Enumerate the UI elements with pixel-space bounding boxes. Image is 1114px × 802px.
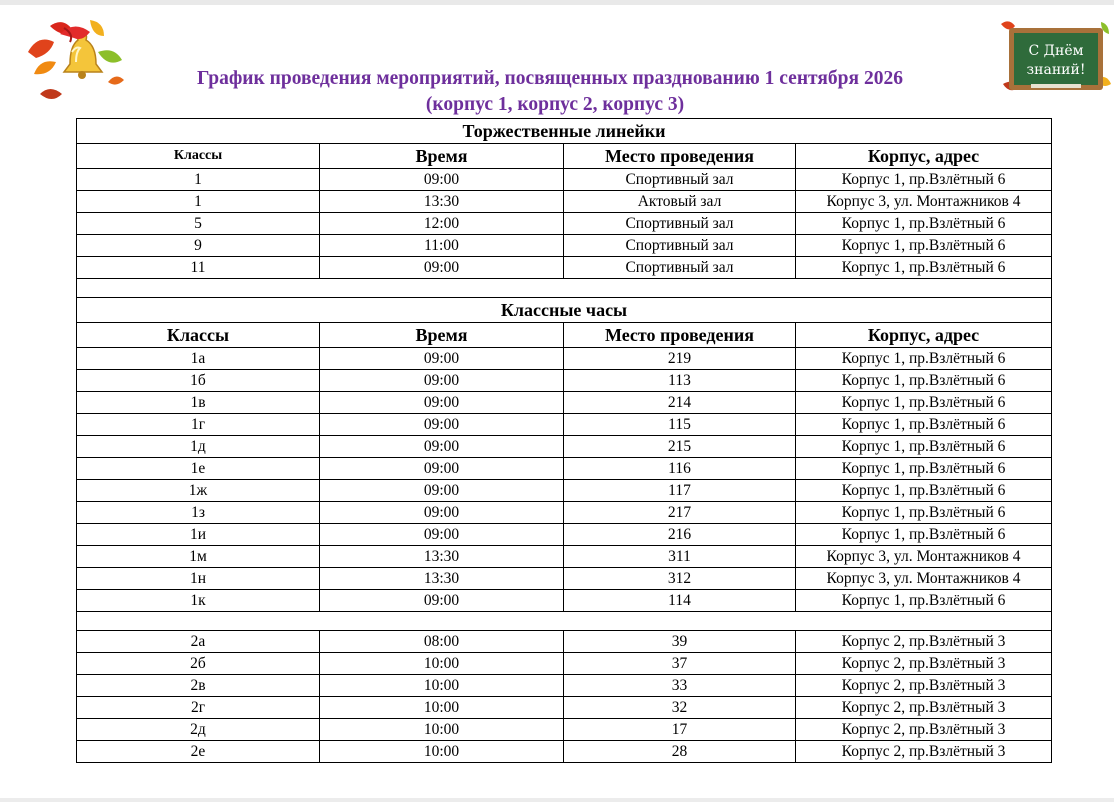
place-cell: 37 [564,653,796,675]
class-cell: 1и [77,524,320,546]
time-cell: 09:00 [320,414,564,436]
class-cell: 1д [77,436,320,458]
time-cell: 09:00 [320,524,564,546]
table-row [77,631,1052,653]
class-cell: 9 [77,235,320,257]
table-row [77,436,1052,458]
header-classes: Классы [77,144,320,169]
address-cell: Корпус 2, пр.Взлётный 3 [796,719,1052,741]
class-cell: 1з [77,502,320,524]
svg-text:знаний!: знаний! [1026,62,1086,78]
time-cell: 10:00 [320,719,564,741]
class-cell: 1б [77,370,320,392]
time-cell: 10:00 [320,653,564,675]
class-cell: 2д [77,719,320,741]
section-title-assembly: Торжественные линейки [77,119,1052,144]
chalkboard-badge-icon [1001,18,1111,100]
class-cell: 11 [77,257,320,279]
time-cell: 10:00 [320,675,564,697]
svg-text:С Днём: С Днём [1028,43,1084,59]
address-cell: Корпус 1, пр.Взлётный 6 [796,235,1052,257]
class-cell: 1ж [77,480,320,502]
table-row [77,719,1052,741]
place-cell: Спортивный зал [564,169,796,191]
place-cell: 28 [564,741,796,763]
class-cell: 1а [77,348,320,370]
time-cell: 09:00 [320,370,564,392]
class-cell: 1г [77,414,320,436]
class-cell: 1 [77,191,320,213]
schedule-table [76,118,1052,763]
place-cell: Спортивный зал [564,257,796,279]
table-row [77,590,1052,612]
bottom-edge [0,798,1114,802]
address-cell: Корпус 1, пр.Взлётный 6 [796,348,1052,370]
time-cell: 09:00 [320,502,564,524]
time-cell: 09:00 [320,169,564,191]
table-row [77,480,1052,502]
time-cell: 10:00 [320,741,564,763]
address-cell: Корпус 1, пр.Взлётный 6 [796,392,1052,414]
schedule-table-body [77,119,1052,763]
time-cell: 08:00 [320,631,564,653]
address-cell: Корпус 1, пр.Взлётный 6 [796,414,1052,436]
place-cell: Актовый зал [564,191,796,213]
header-time: Время [320,323,564,348]
table-row [77,675,1052,697]
table-row [77,235,1052,257]
place-cell: 214 [564,392,796,414]
address-cell: Корпус 3, ул. Монтажников 4 [796,568,1052,590]
table-row [77,458,1052,480]
spacer-row [77,279,1052,298]
place-cell: 115 [564,414,796,436]
table-row [77,348,1052,370]
class-cell: 1к [77,590,320,612]
table-row [77,392,1052,414]
table-row [77,213,1052,235]
class-cell: 2а [77,631,320,653]
header-row [77,323,1052,348]
place-cell: Спортивный зал [564,213,796,235]
address-cell: Корпус 1, пр.Взлётный 6 [796,169,1052,191]
place-cell: 39 [564,631,796,653]
class-cell: 2б [77,653,320,675]
section-title-class-hours: Классные часы [77,298,1052,323]
header-place: Место проведения [564,144,796,169]
table-row [77,568,1052,590]
address-cell: Корпус 1, пр.Взлётный 6 [796,480,1052,502]
header-row [77,144,1052,169]
class-cell: 2е [77,741,320,763]
address-cell: Корпус 1, пр.Взлётный 6 [796,590,1052,612]
address-cell: Корпус 3, ул. Монтажников 4 [796,191,1052,213]
top-edge [0,0,1114,5]
time-cell: 13:30 [320,568,564,590]
class-cell: 1м [77,546,320,568]
place-cell: 312 [564,568,796,590]
table-row [77,741,1052,763]
class-cell: 2г [77,697,320,719]
place-cell: 117 [564,480,796,502]
place-cell: 114 [564,590,796,612]
address-cell: Корпус 2, пр.Взлётный 3 [796,697,1052,719]
spacer-cell [77,279,1052,298]
spacer-row [77,612,1052,631]
time-cell: 10:00 [320,697,564,719]
table-row [77,546,1052,568]
section-title-row [77,298,1052,323]
place-cell: 32 [564,697,796,719]
table-row [77,370,1052,392]
table-row [77,697,1052,719]
header-address: Корпус, адрес [796,144,1052,169]
header-time: Время [320,144,564,169]
time-cell: 09:00 [320,257,564,279]
place-cell: 113 [564,370,796,392]
place-cell: 17 [564,719,796,741]
address-cell: Корпус 1, пр.Взлётный 6 [796,436,1052,458]
header-place: Место проведения [564,323,796,348]
address-cell: Корпус 2, пр.Взлётный 3 [796,675,1052,697]
time-cell: 12:00 [320,213,564,235]
class-cell: 2в [77,675,320,697]
time-cell: 09:00 [320,436,564,458]
address-cell: Корпус 1, пр.Взлётный 6 [796,370,1052,392]
place-cell: Спортивный зал [564,235,796,257]
time-cell: 13:30 [320,191,564,213]
time-cell: 09:00 [320,458,564,480]
page-title: График проведения мероприятий, посвященных празднованию 1 сентября 2026 [197,68,903,89]
header-classes: Классы [77,323,320,348]
address-cell: Корпус 2, пр.Взлётный 3 [796,653,1052,675]
table-row [77,524,1052,546]
class-cell: 1н [77,568,320,590]
address-cell: Корпус 1, пр.Взлётный 6 [796,458,1052,480]
time-cell: 13:30 [320,546,564,568]
place-cell: 219 [564,348,796,370]
class-cell: 1е [77,458,320,480]
address-cell: Корпус 1, пр.Взлётный 6 [796,502,1052,524]
section-title-row [77,119,1052,144]
table-row [77,169,1052,191]
place-cell: 311 [564,546,796,568]
place-cell: 116 [564,458,796,480]
place-cell: 33 [564,675,796,697]
header-address: Корпус, адрес [796,323,1052,348]
address-cell: Корпус 2, пр.Взлётный 3 [796,741,1052,763]
class-cell: 1 [77,169,320,191]
place-cell: 217 [564,502,796,524]
table-row [77,257,1052,279]
table-row [77,653,1052,675]
time-cell: 09:00 [320,348,564,370]
page-subtitle: (корпус 1, корпус 2, корпус 3) [425,94,685,115]
table-row [77,502,1052,524]
address-cell: Корпус 1, пр.Взлётный 6 [796,213,1052,235]
address-cell: Корпус 3, ул. Монтажников 4 [796,546,1052,568]
time-cell: 09:00 [320,392,564,414]
class-cell: 5 [77,213,320,235]
table-row [77,191,1052,213]
place-cell: 216 [564,524,796,546]
address-cell: Корпус 1, пр.Взлётный 6 [796,524,1052,546]
time-cell: 11:00 [320,235,564,257]
address-cell: Корпус 1, пр.Взлётный 6 [796,257,1052,279]
table-row [77,414,1052,436]
place-cell: 215 [564,436,796,458]
address-cell: Корпус 2, пр.Взлётный 3 [796,631,1052,653]
spacer-cell [77,612,1052,631]
time-cell: 09:00 [320,480,564,502]
time-cell: 09:00 [320,590,564,612]
class-cell: 1в [77,392,320,414]
